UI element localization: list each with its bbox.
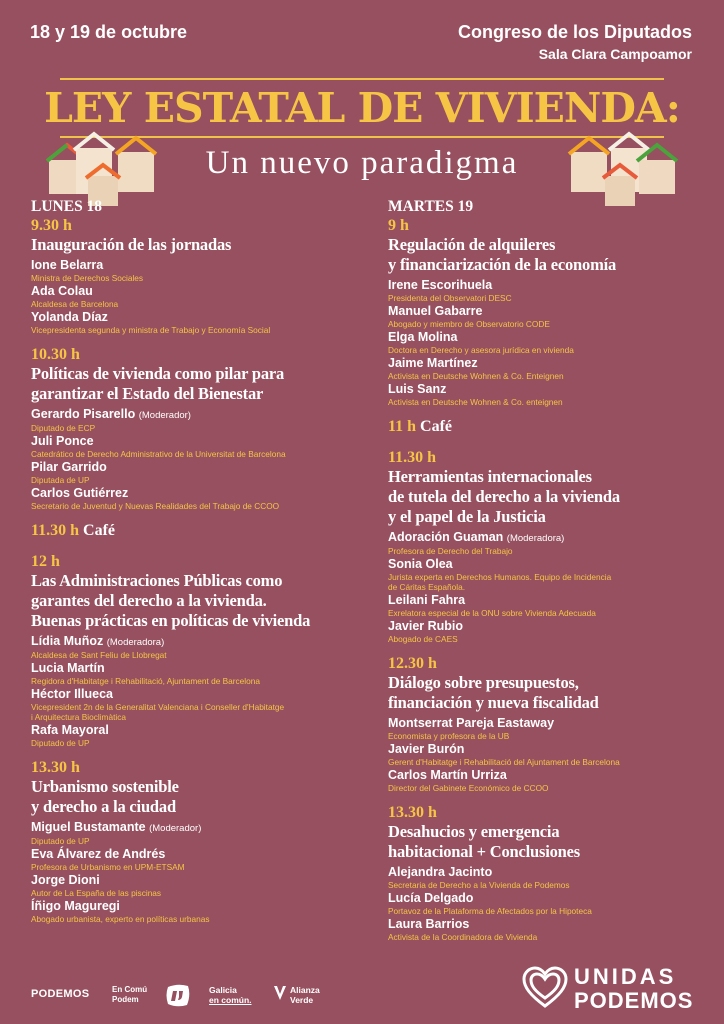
speaker [31, 407, 371, 433]
speaker-name-row [388, 742, 724, 757]
speaker-name: Irene Escorihuela [388, 278, 493, 292]
speaker-name: Sonia Olea [388, 557, 453, 571]
speaker-name: Eva Álvarez de Andrés [31, 847, 166, 861]
speaker [31, 873, 371, 898]
speaker [31, 486, 371, 511]
speaker-name: Javier Burón [388, 742, 465, 756]
speaker-name-row [388, 557, 724, 572]
speaker [31, 284, 371, 309]
speaker-name-row [388, 530, 724, 546]
speaker-role: Profesora de Urbanismo en UPM-ETSAM [31, 862, 185, 872]
speaker-role: Gerent d'Habitatge i Rehabilitació del Ajuntament de Barcelona [388, 757, 620, 767]
page-subtitle: Un nuevo paradigma [205, 145, 519, 181]
moderator-tag: (Moderadora) [506, 533, 565, 544]
speaker [31, 634, 371, 660]
speaker [388, 742, 724, 767]
speaker-name-row [31, 460, 371, 475]
speaker [388, 619, 724, 644]
speaker [388, 865, 724, 890]
iu-logo-icon [165, 983, 191, 1007]
speaker-name-row [388, 768, 724, 783]
speaker-role: Vicepresident 2n de la Generalitat Valenciana i Conseller d'Habitatge [31, 702, 285, 712]
speaker-role: Abogado de CAES [388, 634, 458, 644]
session-title [388, 822, 724, 862]
session-time: 13.30 h [388, 804, 437, 821]
speaker-name: Lucia Martín [31, 661, 105, 675]
day-label: MARTES 19 [388, 198, 474, 215]
house-icon [116, 138, 156, 192]
speaker [388, 382, 724, 407]
speaker [31, 258, 371, 283]
speaker-name-row [388, 330, 724, 345]
speaker-role: Alcaldesa de Sant Feliu de Llobregat [31, 650, 167, 660]
unidas-podemos-logo [522, 964, 694, 1016]
speaker [388, 716, 724, 741]
speaker-name-row [31, 486, 371, 501]
speaker-name: Rafa Mayoral [31, 723, 109, 737]
moderator-tag: (Moderadora) [106, 637, 165, 648]
speaker-role: Portavoz de la Plataforma de Afectados por la Hipoteca [388, 906, 592, 916]
session-time: 10.30 h [31, 346, 80, 363]
logo-alianza-verde [290, 985, 320, 1005]
speaker-name-row [31, 820, 371, 836]
logo-en-comu-line1: En Comú [112, 985, 148, 994]
logo-en-comu-podem [112, 985, 147, 1005]
speaker-name: Carlos Martín Urriza [388, 768, 507, 782]
speaker-name: Héctor Illueca [31, 687, 113, 701]
house-icon [569, 138, 609, 192]
speaker-name: Elga Molina [388, 330, 458, 344]
session-title-line: Diálogo sobre presupuestos, [388, 673, 579, 692]
session-title-line: Regulación de alquileres [388, 235, 556, 254]
speaker [31, 434, 371, 459]
speaker-name: Carlos Gutiérrez [31, 486, 129, 500]
alianza-verde-icon [273, 985, 287, 1001]
speaker-name: Montserrat Pareja Eastaway [388, 716, 555, 730]
speaker [388, 278, 724, 303]
logo-alianza-line2: Verde [290, 995, 314, 1005]
coffee-label: Café [83, 522, 115, 539]
speaker-role: Diputado de UP [31, 738, 90, 748]
speaker-name-row [31, 407, 371, 423]
speaker-role: Activista en Deutsche Wohnen & Co. Enteignen [388, 371, 564, 381]
session-title-line: Las Administraciones Públicas como [31, 571, 283, 590]
speaker-role: Profesora de Derecho del Trabajo [388, 546, 513, 556]
session-title [388, 467, 724, 527]
speaker-role: Autor de La España de las piscinas [31, 888, 162, 898]
logo-galicia-line1: Galicia [209, 985, 237, 995]
coffee-break [31, 521, 371, 540]
logo-podemos: PODEMOS [31, 988, 90, 1000]
session-block [31, 552, 371, 748]
speaker [31, 723, 371, 748]
speaker-role: Ministra de Derechos Sociales [31, 273, 144, 283]
speaker-name-row [31, 434, 371, 449]
speaker-name: Javier Rubio [388, 619, 464, 633]
brand-podemos: PODEMOS [574, 988, 694, 1013]
speaker-name-row [31, 873, 371, 888]
speaker-role: Diputada de UP [31, 475, 90, 485]
speaker [31, 661, 371, 686]
speaker [31, 847, 371, 872]
session-time: 12 h [31, 553, 60, 570]
speaker-name-row [388, 304, 724, 319]
session-time: 11.30 h [31, 522, 80, 539]
session-title-line: financiación y nueva fiscalidad [388, 693, 599, 712]
venue-building: Congreso de los Diputados [457, 22, 692, 42]
session-title-line: Urbanismo sostenible [31, 777, 179, 796]
speaker-role-cont: de Cáritas Española. [388, 582, 466, 592]
session-time: 9.30 h [31, 217, 72, 234]
speaker-role: Alcaldesa de Barcelona [31, 299, 119, 309]
session-block [31, 758, 371, 924]
speaker-role: Economista y profesora de la UB [388, 731, 510, 741]
speaker-role: Abogado urbanista, experto en políticas urbanas [31, 914, 210, 924]
session-time: 11.30 h [388, 449, 437, 466]
coffee-label: Café [420, 418, 452, 435]
session-time: 9 h [388, 217, 409, 234]
speaker-role: Doctora en Derecho y asesora jurídica en vivienda [388, 345, 574, 355]
speaker-name: Juli Ponce [31, 434, 94, 448]
speaker-name-row [388, 593, 724, 608]
speaker-name-row [388, 619, 724, 634]
speaker-role: Director del Gabinete Económico de CCOO [388, 783, 549, 793]
speaker [31, 310, 371, 335]
program-tuesday [388, 198, 724, 952]
speaker-name: Pilar Garrido [31, 460, 107, 474]
speaker-role: Regidora d'Habitatge i Rehabilitació, Ajuntament de Barcelona [31, 676, 260, 686]
speaker [388, 891, 724, 916]
speaker-name-row [388, 891, 724, 906]
speaker-name-row [31, 258, 371, 273]
session-title [31, 571, 371, 631]
session-block [388, 654, 724, 793]
speaker-name-row [388, 356, 724, 371]
speaker [31, 899, 371, 924]
speaker-role: Diputado de UP [31, 836, 90, 846]
coffee-break [388, 417, 724, 436]
session-title-line: Políticas de vivienda como pilar para [31, 364, 285, 383]
session-time: 13.30 h [31, 759, 80, 776]
speaker-role: Exrelatora especial de la ONU sobre Vivienda Adecuada [388, 608, 596, 618]
moderator-tag: (Moderador) [149, 823, 202, 834]
speaker-name: Yolanda Díaz [31, 310, 108, 324]
session-title [31, 777, 371, 817]
speaker-role: Vicepresidenta segunda y ministra de Trabajo y Economía Social [31, 325, 271, 335]
speaker [388, 557, 724, 592]
speaker [388, 330, 724, 355]
day-label: LUNES 18 [31, 198, 103, 215]
session-title-line: habitacional + Conclusiones [388, 842, 580, 861]
speaker-name: Jorge Dioni [31, 873, 100, 887]
session-title [31, 364, 371, 404]
session-time: 11 h [388, 418, 417, 435]
session-title-line: y el papel de la Justicia [388, 507, 546, 526]
speaker-role: Secretaria de Derecho a la Vivienda de Podemos [388, 880, 570, 890]
title-divider-top [60, 78, 664, 80]
speaker-name: Ada Colau [31, 284, 93, 298]
moderator-tag: (Moderador) [138, 410, 191, 421]
speaker-name-row [31, 310, 371, 325]
program-monday [31, 198, 371, 934]
speaker-name-row [388, 382, 724, 397]
speaker-name: Miguel Bustamante [31, 820, 146, 834]
speaker [388, 530, 724, 556]
speaker-name: Jaime Martínez [388, 356, 478, 370]
session-block [31, 345, 371, 511]
brand-unidas: UNIDAS [574, 964, 677, 989]
session-title [388, 673, 724, 713]
speaker-name-row [31, 687, 371, 702]
speaker-name: Laura Barrios [388, 917, 470, 931]
speaker-name-row [31, 899, 371, 914]
speaker-name: Gerardo Pisarello [31, 407, 136, 421]
speaker [388, 593, 724, 618]
speaker-role: Presidenta del Observatori DESC [388, 293, 512, 303]
session-title-line: Herramientas internacionales [388, 467, 592, 486]
speaker [31, 687, 371, 722]
event-dates: 18 y 19 de octubre [30, 22, 188, 42]
houses-right-illustration [567, 130, 679, 208]
heart-icon [522, 966, 568, 1010]
speaker-name-row [388, 278, 724, 293]
session-title-line: garantes del derecho a la vivienda. [31, 591, 267, 610]
venue-room: Sala Clara Campoamor [538, 46, 692, 62]
session-block [388, 448, 724, 644]
speaker-name-row [388, 917, 724, 932]
speaker-name: Adoración Guaman [388, 530, 504, 544]
session-title [31, 235, 371, 255]
speaker-name-row [31, 634, 371, 650]
speaker-role: Activista en Deutsche Wohnen & Co. enteignen [388, 397, 563, 407]
page-title: LEY ESTATAL DE VIVIENDA: [44, 84, 680, 132]
speaker [31, 820, 371, 846]
speaker-name-row [31, 284, 371, 299]
event-venue [458, 22, 692, 62]
session-title-line: y derecho a la ciudad [31, 797, 176, 816]
speaker-role: Jurista experta en Derechos Humanos. Equipo de Incidencia [388, 572, 612, 582]
speaker-name: Leilani Fahra [388, 593, 466, 607]
speaker-name-row [31, 723, 371, 738]
session-title-line: Desahucios y emergencia [388, 822, 560, 841]
session-title-line: y financiarización de la economía [388, 255, 617, 274]
session-block [388, 803, 724, 942]
speaker-role: Diputado de ECP [31, 423, 96, 433]
logo-galicia-en-comun [209, 985, 252, 1005]
session-block [388, 216, 724, 407]
speaker-name: Manuel Gabarre [388, 304, 483, 318]
speaker-name: Ione Belarra [31, 258, 104, 272]
session-title [388, 235, 724, 275]
speaker-name: Lídia Muñoz [31, 634, 104, 648]
speaker [31, 460, 371, 485]
session-title-line: Buenas prácticas en políticas de vivienda [31, 611, 311, 630]
speaker-name: Lucía Delgado [388, 891, 474, 905]
speaker [388, 768, 724, 793]
logo-galicia-line2: en común. [209, 995, 252, 1005]
houses-left-illustration [46, 130, 158, 208]
speaker-role-cont: i Arquitectura Bioclimàtica [31, 712, 126, 722]
logo-en-comu-line2: Podem [112, 995, 139, 1004]
session-time: 12.30 h [388, 655, 437, 672]
speaker [388, 356, 724, 381]
speaker-role: Secretario de Juventud y Nuevas Realidades del Trabajo de CCOO [31, 501, 280, 511]
speaker-name: Luis Sanz [388, 382, 447, 396]
speaker [388, 304, 724, 329]
speaker [388, 917, 724, 942]
speaker-role: Activista de la Coordinadora de Vivienda [388, 932, 538, 942]
speaker-role: Abogado y miembro de Observatorio CODE [388, 319, 550, 329]
speaker-name-row [388, 865, 724, 880]
session-title-line: de tutela del derecho a la vivienda [388, 487, 620, 506]
speaker-name-row [388, 716, 724, 731]
logo-alianza-line1: Alianza [290, 985, 320, 995]
speaker-role: Catedrático de Derecho Administrativo de la Universitat de Barcelona [31, 449, 286, 459]
session-title-line: Inauguración de las jornadas [31, 235, 232, 254]
speaker-name-row [31, 847, 371, 862]
speaker-name: Íñigo Maguregi [31, 899, 120, 913]
session-block [31, 216, 371, 335]
speaker-name: Alejandra Jacinto [388, 865, 493, 879]
speaker-name-row [31, 661, 371, 676]
session-title-line: garantizar el Estado del Bienestar [31, 384, 264, 403]
